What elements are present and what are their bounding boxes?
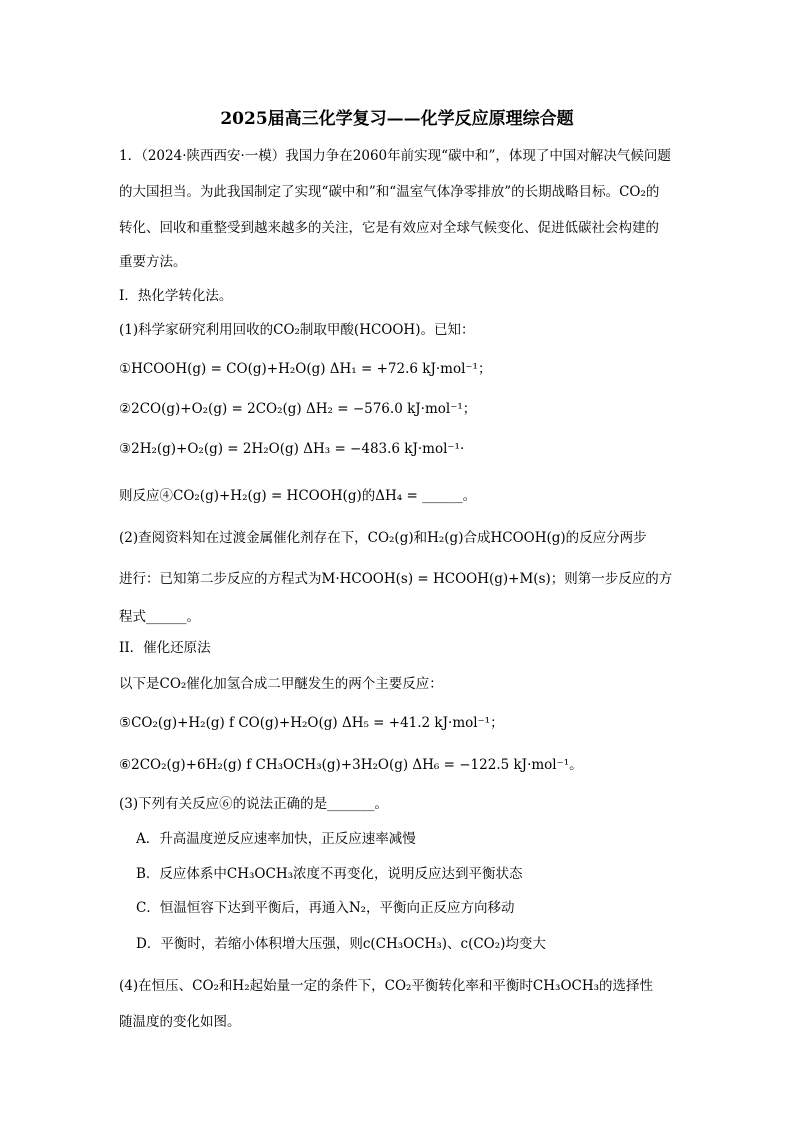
equation-line: ⑤CO₂(g)+H₂(g) f CO(g)+H₂O(g) ΔH₅ = +41.2 kJ·mol⁻¹； bbox=[119, 715, 504, 731]
question-line: 程式______。 bbox=[119, 609, 200, 625]
equation-line: ②2CO(g)+O₂(g) = 2CO₂(g) ΔH₂ = −576.0 kJ·mol⁻¹； bbox=[119, 401, 477, 417]
page-title: 2025届高三化学复习——化学反应原理综合题 bbox=[220, 109, 574, 129]
question-line: 进行：已知第二步反应的方程式为M·HCOOH(s) = HCOOH(g)+M(s)；则第一步反应的方 bbox=[119, 571, 673, 587]
equation-line: ①HCOOH(g) = CO(g)+H₂O(g) ΔH₁ = +72.6 kJ·mol⁻¹； bbox=[119, 361, 492, 377]
question-line: (4)在恒压、CO₂和H₂起始量一定的条件下，CO₂平衡转化率和平衡时CH₃OCH₃的选择性 bbox=[119, 978, 654, 994]
paragraph-line: 的大国担当。为此我国制定了实现“碳中和”和“温室气体净零排放”的长期战略目标。CO₂的 bbox=[119, 184, 660, 200]
paragraph-line: 重要方法。 bbox=[119, 254, 187, 270]
option-d: D．平衡时，若缩小体积增大压强，则c(CH₃OCH₃)、c(CO₂)均变大 bbox=[136, 936, 546, 952]
option-b: B．反应体系中CH₃OCH₃浓度不再变化，说明反应达到平衡状态 bbox=[136, 866, 523, 882]
option-c: C．恒温恒容下达到平衡后，再通入N₂，平衡向正反应方向移动 bbox=[136, 900, 515, 916]
section-heading: II．催化还原法 bbox=[119, 640, 211, 656]
question-line: (2)查阅资料知在过渡金属催化剂存在下，CO₂(g)和H₂(g)合成HCOOH(g)的反应分两步 bbox=[119, 530, 647, 546]
paragraph-line: 1．（2024·陕西西安·一模）我国力争在2060年前实现“碳中和”，体现了中国对解决气候问题 bbox=[119, 148, 671, 164]
question-line: (1)科学家研究利用回收的CO₂制取甲酸(HCOOH)。已知： bbox=[119, 322, 475, 338]
question-line: 随温度的变化如图。 bbox=[119, 1014, 241, 1030]
question-line: 则反应④CO₂(g)+H₂(g) = HCOOH(g)的ΔH₄ = ______。 bbox=[119, 488, 477, 504]
paragraph-line: 以下是CO₂催化加氢合成二甲醚发生的两个主要反应： bbox=[119, 676, 443, 692]
option-a: A．升高温度逆反应速率加快，正反应速率减慢 bbox=[136, 831, 416, 847]
section-heading: I．热化学转化法。 bbox=[119, 288, 233, 304]
equation-line: ⑥2CO₂(g)+6H₂(g) f CH₃OCH₃(g)+3H₂O(g) ΔH₆ = −122.5 kJ·mol⁻¹。 bbox=[119, 757, 583, 773]
equation-line: ③2H₂(g)+O₂(g) = 2H₂O(g) ΔH₃ = −483.6 kJ·mol⁻¹· bbox=[119, 441, 465, 457]
paragraph-line: 转化、回收和重整受到越来越多的关注，它是有效应对全球气候变化、促进低碳社会构建的 bbox=[119, 220, 659, 236]
question-line: (3)下列有关反应⑥的说法正确的是_______。 bbox=[119, 796, 388, 812]
